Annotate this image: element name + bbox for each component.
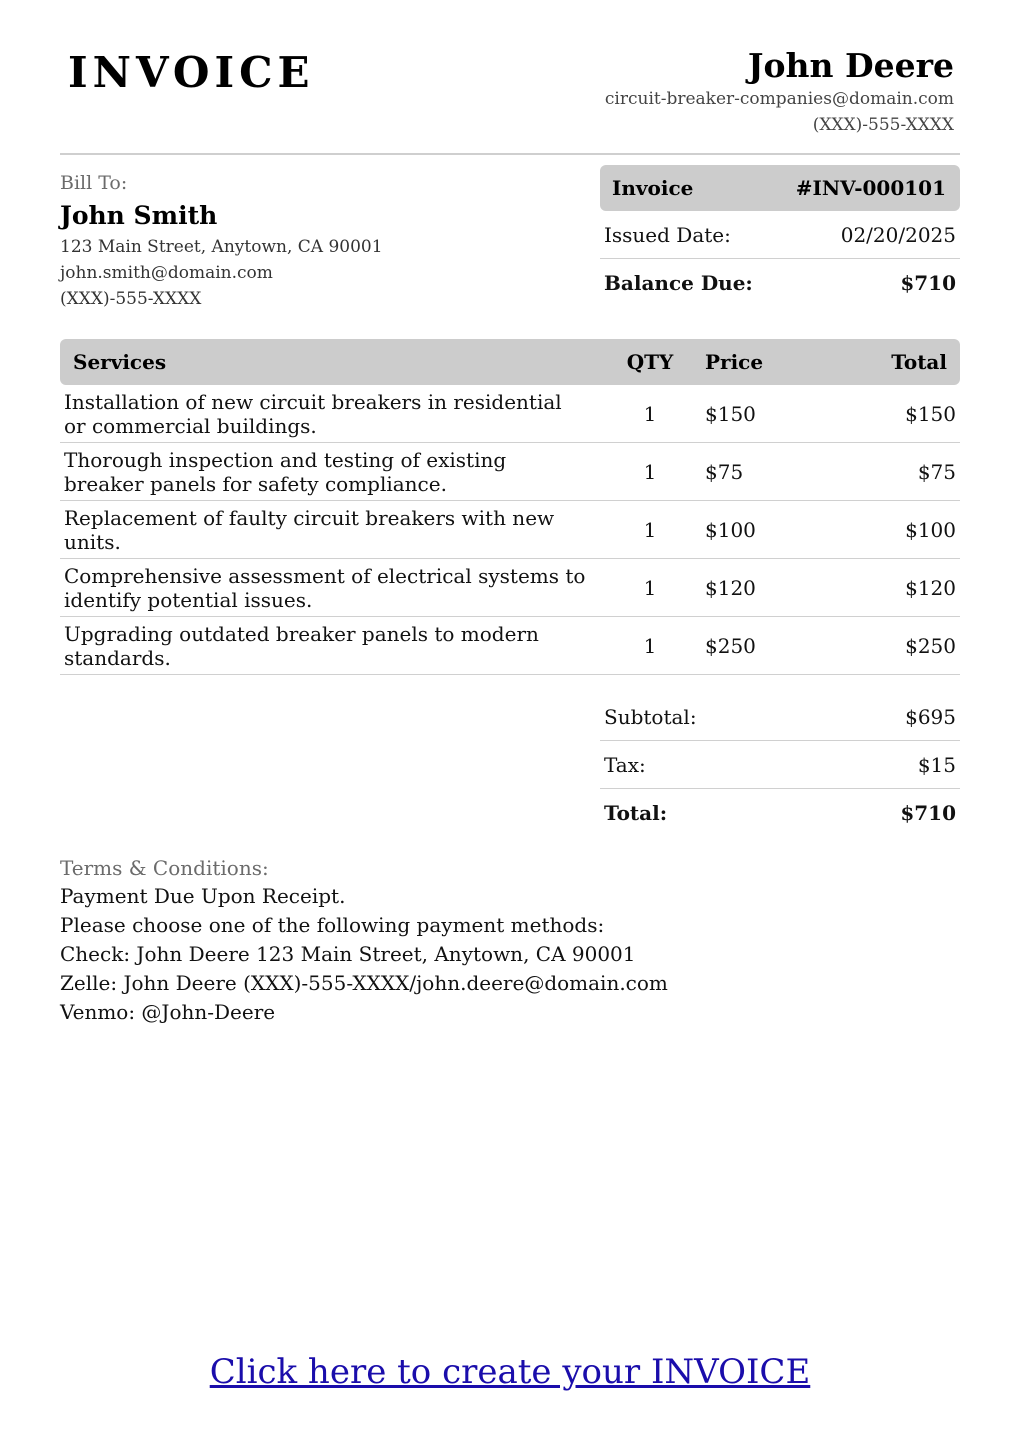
terms-label: Terms & Conditions: <box>60 856 269 880</box>
issued-date-label: Issued Date: <box>604 222 731 247</box>
services-table <box>60 339 960 675</box>
table-header <box>60 339 960 385</box>
terms-line: Check: John Deere 123 Main Street, Anytown, CA 90001 <box>60 942 636 966</box>
issued-date-value: 02/20/2025 <box>840 222 956 247</box>
table-row <box>60 443 960 501</box>
company-phone: (XXX)-555-XXXX <box>812 115 954 135</box>
header-price: Price <box>705 350 764 374</box>
row-price: $75 <box>705 459 744 484</box>
row-total: $100 <box>905 517 956 542</box>
tax-label: Tax: <box>604 752 646 777</box>
row-description: Replacement of faulty circuit breakers with new units. <box>64 505 555 554</box>
row-total: $250 <box>905 633 956 658</box>
row-description: Installation of new circuit breakers in residential or commercial buildings. <box>64 389 562 438</box>
row-qty: 1 <box>643 575 657 600</box>
table-row <box>60 501 960 559</box>
row-price: $250 <box>705 633 756 658</box>
terms-section <box>60 854 960 1027</box>
bill-to-section <box>60 170 580 312</box>
client-email: john.smith@domain.com <box>60 263 273 283</box>
tax-value: $15 <box>917 752 956 777</box>
header-divider <box>60 153 960 155</box>
terms-line: Zelle: John Deere (XXX)-555-XXXX/john.deere@domain.com <box>60 971 668 995</box>
subtotal-row <box>600 693 960 741</box>
row-price: $150 <box>705 401 756 426</box>
tax-row <box>600 741 960 789</box>
table-row <box>60 559 960 617</box>
company-info <box>605 46 954 138</box>
row-qty: 1 <box>643 459 657 484</box>
row-description: Comprehensive assessment of electrical systems to identify potential issues. <box>64 563 586 612</box>
row-qty: 1 <box>643 401 657 426</box>
terms-line: Please choose one of the following payment methods: <box>60 913 605 937</box>
row-qty: 1 <box>643 633 657 658</box>
company-email: circuit-breaker-companies@domain.com <box>604 89 954 109</box>
terms-line: Payment Due Upon Receipt. <box>60 884 346 908</box>
total-label: Total: <box>604 800 668 825</box>
balance-due-value: $710 <box>900 270 956 295</box>
table-row <box>60 617 960 675</box>
issued-date-row <box>600 211 960 259</box>
table-row <box>60 385 960 443</box>
client-phone: (XXX)-555-XXXX <box>60 289 202 309</box>
client-name: John Smith <box>60 201 218 230</box>
invoice-number: #INV-000101 <box>795 176 946 200</box>
total-row <box>600 789 960 836</box>
total-value: $710 <box>900 800 956 825</box>
row-description: Thorough inspection and testing of existing breaker panels for safety compliance. <box>64 447 507 496</box>
document-title: INVOICE <box>68 48 315 97</box>
header-qty: QTY <box>626 350 674 374</box>
client-address: 123 Main Street, Anytown, CA 90001 <box>60 237 383 257</box>
balance-due-label: Balance Due: <box>604 270 753 295</box>
row-price: $120 <box>705 575 756 600</box>
subtotal-value: $695 <box>905 704 956 729</box>
invoice-number-header <box>600 165 960 211</box>
invoice-label: Invoice <box>612 176 694 200</box>
header-services: Services <box>73 350 167 374</box>
row-price: $100 <box>705 517 756 542</box>
row-description: Upgrading outdated breaker panels to modern standards. <box>64 621 539 670</box>
subtotal-label: Subtotal: <box>604 704 697 729</box>
balance-due-row <box>600 259 960 306</box>
invoice-meta <box>600 165 960 306</box>
row-qty: 1 <box>643 517 657 542</box>
totals-section <box>600 693 960 836</box>
terms-line: Venmo: @John-Deere <box>60 1000 276 1024</box>
company-name: John Deere <box>747 46 954 85</box>
row-total: $75 <box>917 459 956 484</box>
row-total: $150 <box>905 401 956 426</box>
header-total: Total <box>891 350 947 374</box>
bill-to-label: Bill To: <box>60 172 128 194</box>
row-total: $120 <box>905 575 956 600</box>
create-invoice-link[interactable]: Click here to create your INVOICE <box>209 1352 811 1392</box>
